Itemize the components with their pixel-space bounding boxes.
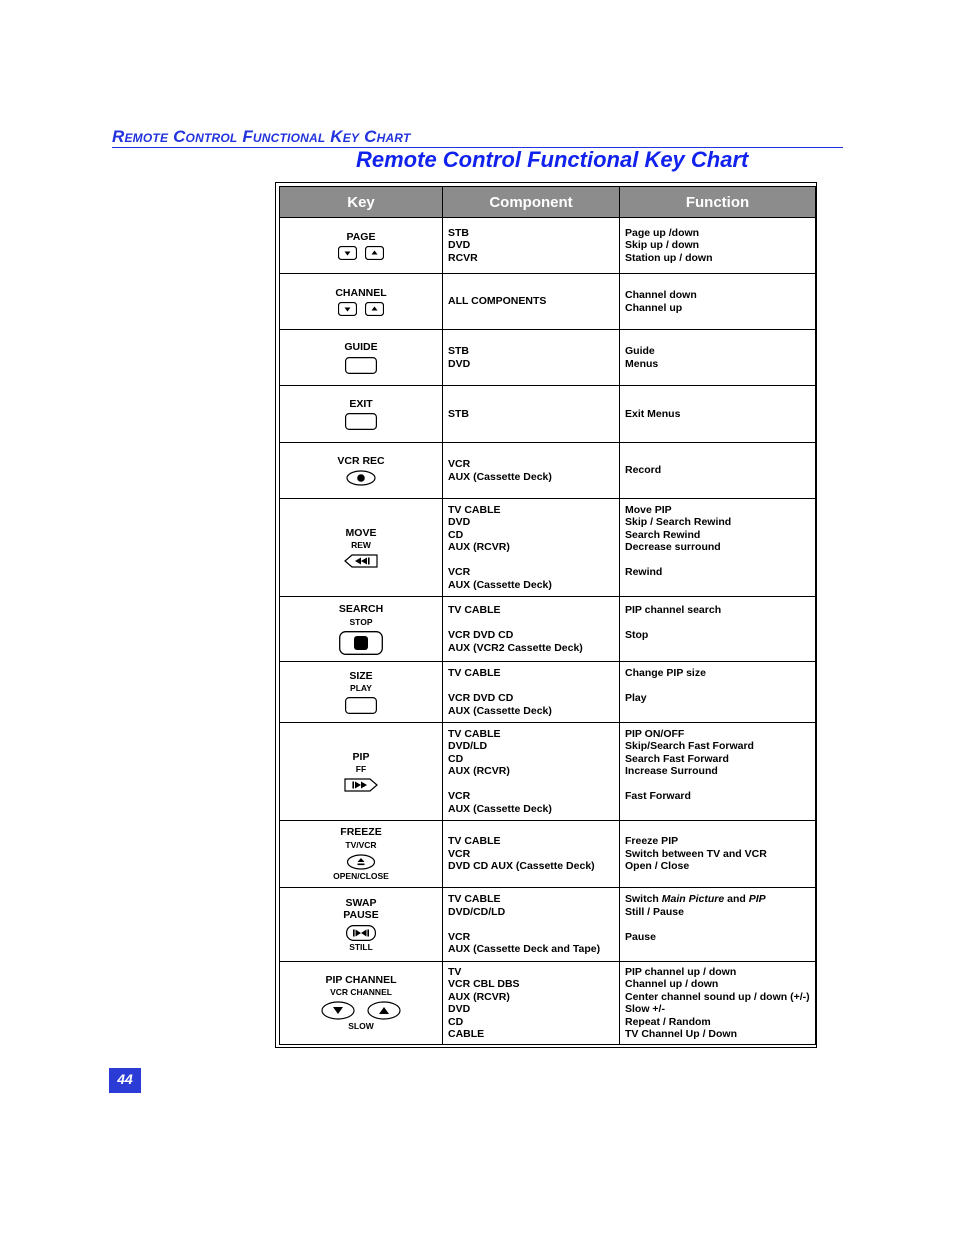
record-icon: [346, 470, 376, 486]
function-line: Search Fast Forward: [625, 752, 729, 765]
key-sublabel-tv-vcr: TV/VCR: [345, 839, 377, 850]
function-line: Play: [625, 692, 647, 704]
component-line: DVD: [448, 357, 471, 370]
function-line: Pause: [625, 930, 656, 943]
function-line: Exit Menus: [625, 407, 681, 420]
component-line: DVD: [448, 239, 471, 252]
component-line: VCR: [448, 566, 471, 579]
open-close-icon: [346, 854, 376, 870]
function-line: Station up / down: [625, 251, 713, 264]
component-cell: [443, 330, 620, 386]
component-line: VCR DVD CD: [448, 629, 514, 641]
component-line: AUX (RCVR): [448, 765, 510, 778]
function-cell: [620, 597, 816, 662]
function-line: Open / Close: [625, 860, 690, 873]
function-text: and: [724, 893, 749, 906]
channel-down-icon: [338, 302, 357, 316]
component-line: DVD: [448, 1003, 471, 1015]
component-line: VCR DVD CD: [448, 692, 514, 704]
section-header: Remote Control Functional Key Chart: [112, 127, 411, 146]
function-line: [625, 579, 810, 592]
pause-icon: [346, 925, 376, 941]
component-line: VCR CBL DBS: [448, 978, 520, 990]
function-emphasis: Main Picture: [661, 893, 725, 906]
table-row: [280, 597, 816, 662]
function-line: Channel up / down: [625, 978, 719, 990]
component-line: [448, 778, 614, 791]
component-line: DVD/CD/LD: [448, 905, 506, 918]
function-line: Page up /down: [625, 226, 700, 239]
function-line: TV Channel Up / Down: [625, 1028, 737, 1040]
function-cell: [620, 443, 816, 499]
function-line: Record: [625, 464, 662, 477]
key-cell: [280, 386, 443, 443]
exit-button-icon: [345, 413, 377, 430]
key-cell: [280, 274, 443, 330]
component-cell: [443, 274, 620, 330]
component-line: [448, 617, 614, 630]
function-line: [625, 680, 810, 693]
key-label-search: SEARCH: [338, 603, 384, 616]
function-emphasis: PIP: [748, 893, 766, 906]
component-line: AUX (Cassette Deck): [448, 802, 552, 815]
component-line: DVD/LD: [448, 740, 488, 753]
component-line: AUX (Cassette Deck): [448, 578, 552, 591]
component-line: STB: [448, 407, 469, 420]
key-label-channel: CHANNEL: [335, 286, 387, 299]
function-line: Freeze PIP: [625, 835, 679, 848]
function-line: [625, 943, 810, 956]
function-line: Change PIP size: [625, 667, 706, 679]
function-line: Center channel sound up / down (+/-): [625, 990, 810, 1003]
table-row: [280, 218, 816, 274]
function-line: [625, 705, 810, 718]
component-line: TV CABLE: [448, 604, 501, 616]
component-line: VCR: [448, 458, 471, 470]
function-cell: [620, 330, 816, 386]
component-line: AUX (Cassette Deck): [448, 704, 552, 717]
function-line-rich: [625, 893, 810, 906]
pip-channel-down-icon: [321, 1001, 355, 1020]
function-line: Slow +/-: [625, 1003, 665, 1015]
function-line: Skip up / down: [625, 239, 700, 252]
table-row: [280, 821, 816, 888]
key-sublabel-still: STILL: [349, 941, 373, 952]
key-sublabel-vcr-channel: VCR CHANNEL: [330, 987, 392, 998]
key-label-freeze: FREEZE: [340, 826, 382, 839]
key-cell: [280, 723, 443, 821]
function-line: [625, 803, 810, 816]
component-line: CD: [448, 1015, 464, 1028]
component-line: TV CABLE: [448, 835, 501, 848]
key-label-vcr-rec: VCR REC: [337, 454, 385, 467]
key-sublabel-stop: STOP: [349, 616, 373, 627]
page-down-icon: [338, 246, 357, 260]
key-sublabel-ff: FF: [355, 764, 367, 775]
function-line: [625, 778, 810, 791]
component-line: ALL COMPONENTS: [448, 295, 547, 308]
component-cell: [443, 386, 620, 443]
table-row: [280, 662, 816, 723]
key-label-page: PAGE: [346, 230, 376, 243]
key-cell: [280, 597, 443, 662]
component-cell: [443, 597, 620, 662]
key-label-pip: PIP: [352, 750, 370, 763]
component-line: AUX (RCVR): [448, 990, 510, 1003]
table-row: [280, 274, 816, 330]
key-label-exit: EXIT: [349, 397, 373, 410]
component-line: AUX (Cassette Deck): [448, 470, 552, 483]
function-text: Switch: [625, 893, 662, 906]
function-line: Repeat / Random: [625, 1015, 711, 1028]
component-line: AUX (VCR2 Cassette Deck): [448, 641, 583, 654]
component-line: CABLE: [448, 1028, 485, 1040]
table-row: [280, 443, 816, 499]
fast-forward-icon: [344, 778, 378, 792]
function-line: PIP channel up / down: [625, 965, 737, 978]
key-cell: [280, 662, 443, 723]
table-row: [280, 962, 816, 1045]
component-line: TV: [448, 965, 462, 978]
component-cell: [443, 962, 620, 1045]
table-row: [280, 499, 816, 597]
component-line: STB: [448, 226, 469, 239]
table-row: [280, 723, 816, 821]
key-sublabel-open-close: OPEN/CLOSE: [333, 870, 389, 881]
table-row: [280, 330, 816, 386]
key-sublabel-rew: REW: [351, 540, 371, 551]
table-row: [280, 386, 816, 443]
component-line: CD: [448, 528, 464, 541]
component-cell: [443, 218, 620, 274]
function-line: Rewind: [625, 566, 663, 579]
component-cell: [443, 888, 620, 962]
component-line: RCVR: [448, 251, 478, 264]
function-line: Fast Forward: [625, 790, 691, 803]
stop-icon: [339, 631, 383, 655]
component-line: VCR: [448, 790, 471, 803]
function-line: PIP channel search: [625, 604, 722, 616]
component-cell: [443, 821, 620, 888]
component-line: STB: [448, 345, 469, 357]
function-line: Menus: [625, 357, 659, 370]
function-line: Increase Surround: [625, 765, 718, 778]
function-cell: [620, 386, 816, 443]
key-sublabel-play: PLAY: [350, 683, 372, 694]
function-line: Channel down: [625, 289, 697, 301]
function-line: [625, 918, 810, 931]
key-cell: [280, 821, 443, 888]
key-sublabel-slow: SLOW: [348, 1021, 374, 1032]
component-line: TV CABLE: [448, 893, 501, 906]
component-cell: [443, 443, 620, 499]
function-line: PIP ON/OFF: [625, 727, 685, 740]
key-cell: [280, 962, 443, 1045]
key-cell: [280, 443, 443, 499]
component-line: TV CABLE: [448, 667, 501, 679]
key-cell: [280, 218, 443, 274]
function-cell: [620, 888, 816, 962]
function-cell: [620, 662, 816, 723]
page-number: 44: [109, 1068, 141, 1093]
component-line: DVD CD AUX (Cassette Deck): [448, 860, 595, 873]
key-label-pip-channel: PIP CHANNEL: [325, 973, 397, 986]
function-line: Decrease surround: [625, 541, 721, 554]
key-chart-table: [279, 186, 816, 1045]
function-line: [625, 617, 810, 630]
guide-button-icon: [345, 357, 377, 374]
key-label-move: MOVE: [345, 526, 377, 539]
key-label-guide: GUIDE: [344, 341, 378, 354]
component-cell: [443, 723, 620, 821]
rewind-icon: [344, 554, 378, 568]
header-component: Component: [443, 187, 620, 218]
component-line: [448, 680, 614, 693]
page-up-icon: [365, 246, 384, 260]
component-cell: [443, 662, 620, 723]
key-label-size: SIZE: [349, 669, 373, 682]
function-line: Channel up: [625, 301, 683, 314]
header-key: Key: [280, 187, 443, 218]
function-line: Switch between TV and VCR: [625, 847, 767, 860]
channel-up-icon: [365, 302, 384, 316]
function-line: Stop: [625, 629, 649, 641]
key-cell: [280, 499, 443, 597]
function-line: Still / Pause: [625, 905, 684, 918]
function-line: Guide: [625, 345, 655, 357]
function-cell: [620, 274, 816, 330]
function-line: Skip/Search Fast Forward: [625, 740, 754, 753]
function-cell: [620, 962, 816, 1045]
function-line: Move PIP: [625, 503, 672, 516]
function-cell: [620, 821, 816, 888]
component-line: AUX (Cassette Deck and Tape): [448, 943, 601, 956]
component-line: CD: [448, 752, 464, 765]
component-line: [448, 554, 614, 567]
function-line: Skip / Search Rewind: [625, 516, 732, 529]
component-line: [448, 918, 614, 931]
function-cell: [620, 218, 816, 274]
component-line: DVD: [448, 516, 471, 529]
key-label-swap: SWAP: [345, 896, 377, 909]
key-cell: [280, 330, 443, 386]
component-cell: [443, 499, 620, 597]
component-line: VCR: [448, 847, 471, 860]
component-line: TV CABLE: [448, 727, 501, 740]
function-cell: [620, 723, 816, 821]
function-cell: [620, 499, 816, 597]
page-title: Remote Control Functional Key Chart: [356, 147, 749, 172]
play-button-icon: [345, 697, 377, 714]
function-line: [625, 642, 810, 655]
component-line: TV CABLE: [448, 503, 501, 516]
table-row: [280, 888, 816, 962]
component-line: AUX (RCVR): [448, 541, 510, 554]
header-function: Function: [620, 187, 816, 218]
key-label-pause: PAUSE: [343, 909, 379, 921]
key-cell: [280, 888, 443, 962]
function-line: Search Rewind: [625, 528, 701, 541]
function-line: [625, 554, 810, 567]
table-header-row: [280, 187, 816, 218]
component-line: VCR: [448, 930, 471, 943]
pip-channel-up-icon: [367, 1001, 401, 1020]
